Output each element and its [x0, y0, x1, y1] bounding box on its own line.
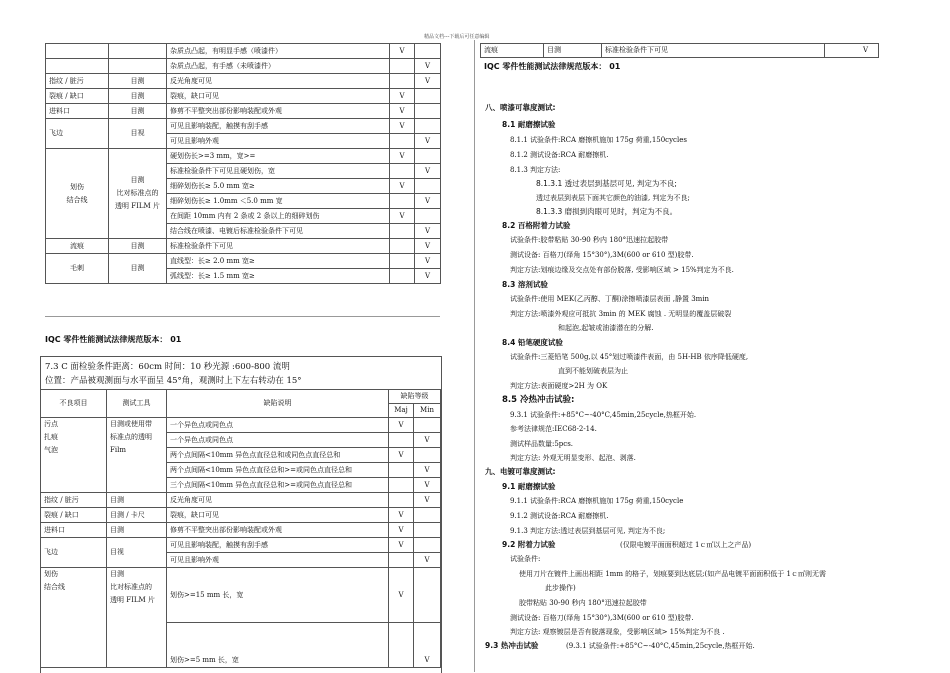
left-section-title: IQC 零件性能测试法律规范版本： 01: [45, 335, 182, 344]
spec-line: 九、电镀可靠度测试:: [485, 467, 556, 476]
table-cell: 指纹 / 脏污: [41, 493, 107, 508]
condition-line-2: 位置：产品被观测面与水平面呈 45°角，观测时上下左右转动在 15°: [45, 376, 302, 386]
table-row: [46, 59, 441, 74]
table-cell: 毛刺: [46, 254, 109, 284]
table-cell: V: [415, 269, 441, 284]
table-cell: [414, 523, 441, 538]
table-cell: 三个点间隔<10mm 异色点直径总和>=或同色点直径总和: [167, 478, 389, 493]
table-cell: V: [415, 134, 441, 149]
spec-line: (仅限电镀平面面积超过 1ｃ㎡以上之产品): [620, 541, 752, 549]
table-cell: [415, 209, 441, 224]
table-cell: [415, 44, 441, 59]
table-cell: [415, 179, 441, 194]
spec-line: 9.1 耐磨擦试验: [502, 482, 556, 491]
table-cell: V: [389, 523, 414, 538]
spec-line: 试验条件:三菱铅笔 500g,以 45°划过喷漆件表面，由 5H-HB 依序降低硬度,: [510, 353, 749, 361]
table-cell: 可见且影响装配，触摸有刮手感: [167, 119, 390, 134]
spec-line: 试验条件:: [510, 555, 541, 563]
table-cell: V: [415, 194, 441, 209]
table-cell: [390, 74, 415, 89]
table-cell: [390, 224, 415, 239]
spec-line: 8.2 百格附着力试验: [502, 221, 571, 230]
right-section-title: IQC 零件性能测试法律规范版本： 01: [484, 62, 621, 71]
table-cell: V: [390, 149, 415, 164]
table-cell: 杂质点凸起，有明显手感（喷漆件）: [167, 44, 390, 59]
table-cell: 飞边: [46, 119, 109, 149]
table-cell: 标准检验条件下可见: [602, 44, 825, 58]
table-cell: 目测: [109, 239, 167, 254]
table-cell: 裂痕 / 缺口: [41, 508, 107, 523]
table-row: [46, 104, 441, 119]
table-cell: [414, 508, 441, 523]
table-cell: 目测 比对标准点的 透明 FILM 片: [107, 568, 167, 668]
table-cell: 划伤 结合线: [41, 568, 107, 668]
table-row: [41, 418, 441, 433]
table-cell: Min: [414, 404, 441, 418]
table-cell: V: [414, 493, 441, 508]
spec-line: 试验条件:胶带粘贴 30-90 秒内 180°迅速拉起胶带: [510, 236, 669, 244]
table-row: [41, 523, 441, 538]
table-row: [46, 254, 441, 269]
table-cell: 目测: [107, 523, 167, 538]
table-row: [41, 538, 441, 553]
table-cell: 反光角度可见: [167, 74, 390, 89]
table-cell: [414, 568, 441, 623]
table-cell: 目测 / 卡尺: [107, 508, 167, 523]
table-cell: 标准检验条件下可见: [167, 239, 390, 254]
table-cell: V: [390, 104, 415, 119]
table-cell: [415, 149, 441, 164]
table-cell: 目测: [109, 74, 167, 89]
table-cell: 测试工具: [107, 390, 167, 418]
table-cell: 进料口: [41, 523, 107, 538]
spec-line: 9.1.3 判定方法:透过表层到基层可见, 判定为不良;: [510, 527, 666, 535]
spec-line: 8.5 冷热冲击试验:: [502, 395, 575, 405]
spec-line: 参考法律规范:IEC68-2-14.: [510, 425, 597, 433]
table-cell: 杂质点凸起，有手感（未喷漆件）: [167, 59, 390, 74]
table-cell: V: [415, 59, 441, 74]
spec-line: 直到不能划破表层为止: [558, 367, 628, 375]
table-cell: V: [390, 44, 415, 59]
table-cell: 硬划伤长>=3 mm，宽>=: [167, 149, 390, 164]
table-cell: V: [390, 119, 415, 134]
table-cell: 裂痕 / 缺口: [46, 89, 109, 104]
table-cell: 可见且影响外观: [167, 134, 390, 149]
table-cell: [46, 44, 109, 59]
table-cell: V: [415, 164, 441, 179]
table-row: [46, 74, 441, 89]
watermark: 精品文档---下载后可任意编辑: [424, 34, 490, 40]
spec-line: 测试设备: 百格刀(绎角 15°30°),3M(600 or 610 型)胶带.: [510, 251, 694, 259]
table-cell: [414, 448, 441, 463]
page-divider: [474, 40, 475, 672]
table-cell: [389, 463, 414, 478]
table-cell: 两个点间隔<10mm 异色点直径总和或同色点直径总和: [167, 448, 389, 463]
table-cell: 目测: [109, 254, 167, 284]
table-cell: 流痕: [46, 239, 109, 254]
table-row: [481, 44, 879, 58]
spec-line: 8.1.1 试验条件:RCA 磨擦机施加 175g 荷重,150cycles: [510, 136, 687, 144]
table-cell: 细碎划伤长≥ 1.0mm ＜5.0 mm 宽: [167, 194, 390, 209]
table-cell: [415, 104, 441, 119]
table-cell: 直线型：长≥ 2.0 mm 宽≥: [167, 254, 390, 269]
right-top-row: [480, 43, 879, 58]
table-cell: 流痕: [481, 44, 544, 58]
spec-line: 8.1.3 判定方法:: [510, 166, 561, 174]
spec-line: 测试样品数量:5pcs.: [510, 440, 574, 448]
table-cell: [389, 553, 414, 568]
table-cell: [390, 239, 415, 254]
table-cell: V: [389, 508, 414, 523]
left-defect-table-2: [40, 389, 441, 668]
table-row: [41, 493, 441, 508]
table-row: [46, 119, 441, 134]
table-cell: 标准检验条件下可见且硬划伤，宽: [167, 164, 390, 179]
table-cell: V: [414, 553, 441, 568]
table-cell: 污点 扎痕 气泡: [41, 418, 107, 493]
table-cell: 缺陷等级: [389, 390, 441, 404]
spec-line: 透过表层到表层下面其它颜色的油漆, 判定为不良;: [536, 194, 690, 202]
table-cell: 修剪不平整突出部份影响装配或外观: [167, 104, 390, 119]
table-cell: 裂痕，缺口可见: [167, 89, 390, 104]
spec-line: 8.1.3.1 透过表层到基层可见, 判定为不良;: [536, 179, 677, 188]
table-cell: V: [415, 224, 441, 239]
spec-line: 测试设备: 百格刀(绎角 15°30°),3M(600 or 610 型)胶带.: [510, 614, 694, 622]
table-cell: [414, 538, 441, 553]
table-cell: 飞边: [41, 538, 107, 568]
table-cell: 划伤 结合线: [46, 149, 109, 239]
spec-line: 8.1.2 测试设备:RCA 耐磨擦机.: [510, 151, 609, 159]
table-cell: 一个异色点或同色点: [167, 418, 389, 433]
table-cell: [109, 44, 167, 59]
table-row: [41, 508, 441, 523]
table-cell: [390, 194, 415, 209]
table-cell: V: [825, 44, 879, 58]
table-cell: V: [414, 478, 441, 493]
table-cell: 目测或使用带 标准点的透明 Film: [107, 418, 167, 493]
spec-line: 和起泡,起皱或油漆潜在的分解.: [558, 324, 654, 332]
table-cell: V: [415, 239, 441, 254]
table-cell: 目测: [107, 493, 167, 508]
table-cell: 目测: [109, 104, 167, 119]
left-divider: [45, 316, 440, 317]
table-cell: [389, 623, 414, 668]
condition-line-1: 7.3 C 面检验条件距离：60cm 时间：10 秒光源 :600-800 流明: [45, 362, 290, 372]
table-row: [41, 568, 441, 623]
table-cell: 目测: [109, 89, 167, 104]
table-cell: 缺陷说明: [167, 390, 389, 418]
table-cell: 目视: [107, 538, 167, 568]
table-cell: 目测: [544, 44, 602, 58]
table-cell: 不良项目: [41, 390, 107, 418]
spec-line: 8.3 溶剂试验: [502, 280, 548, 289]
table-cell: [390, 59, 415, 74]
table-cell: [389, 433, 414, 448]
table-cell: [415, 119, 441, 134]
spec-line: 胶带粘贴 30-90 秒内 180°迅速拉起胶带: [519, 599, 647, 607]
table-cell: 细碎划伤长≥ 5.0 mm 宽≥: [167, 179, 390, 194]
table-cell: 一个异色点或同色点: [167, 433, 389, 448]
spec-line: 8.1 耐磨擦试验: [502, 120, 556, 129]
left-defect-table-1: [45, 43, 441, 284]
table-cell: [389, 478, 414, 493]
table-cell: [390, 254, 415, 269]
spec-line: 9.1.2 测试设备:RCA 耐磨擦机.: [510, 512, 609, 520]
table-cell: 进料口: [46, 104, 109, 119]
spec-line: 判定方法:划痕边缘及交点处有部份脱落, 受影响区域 > 15%判定为不良.: [510, 266, 734, 274]
table-cell: V: [414, 463, 441, 478]
spec-line: (9.3.1 试验条件:+85°C~-40°C,45min,25cycle,热框开始.: [566, 642, 755, 650]
table-row: [46, 239, 441, 254]
table-row: [46, 89, 441, 104]
table-cell: [415, 89, 441, 104]
table-cell: 可见且影响外观: [167, 553, 389, 568]
table-cell: V: [389, 568, 414, 623]
spec-line: 试验条件:使用 MEK(乙丙醇、丁酮)涂擦喷漆层表面 ,静置 3min: [510, 295, 710, 303]
table-cell: V: [390, 89, 415, 104]
spec-line: 判定方法:表面硬度>2H 为 OK: [510, 382, 608, 390]
table-cell: V: [389, 418, 414, 433]
spec-line: 9.2 附着力试验: [502, 540, 556, 549]
table-cell: 结合线在喷漆、电镀后标准检验条件下可见: [167, 224, 390, 239]
table-cell: [46, 59, 109, 74]
table-cell: [390, 164, 415, 179]
spec-line: 判定方法: 观察镀层是否有脱落现象，受影响区域> 15%判定为不良 .: [510, 628, 725, 636]
spec-line: 判定方法:喷漆外观应可抵抗 3min 的 MEK 腐蚀 . 无明显的覆盖层破裂: [510, 310, 732, 318]
table-cell: V: [415, 254, 441, 269]
table-row: [46, 44, 441, 59]
table-cell: 划伤>=15 mm 长，宽: [167, 568, 389, 623]
table-cell: V: [390, 179, 415, 194]
table-cell: [390, 269, 415, 284]
table-cell: V: [415, 74, 441, 89]
table-cell: 目视: [109, 119, 167, 149]
table-cell: 划伤>=5 mm 长，宽: [167, 623, 389, 668]
table-cell: 反光角度可见: [167, 493, 389, 508]
table-cell: 修剪不平整突出部份影响装配或外观: [167, 523, 389, 538]
table-cell: 两个点间隔<10mm 异色点直径总和>=或同色点直径总和: [167, 463, 389, 478]
table-row: [46, 149, 441, 164]
table-cell: V: [414, 623, 441, 668]
table-cell: V: [414, 433, 441, 448]
spec-line: 9.3 热冲击试验: [485, 641, 539, 650]
table-row: [41, 390, 441, 404]
table-cell: V: [389, 448, 414, 463]
table-cell: 在间距 10mm 内有 2 条或 2 条以上的细碎划伤: [167, 209, 390, 224]
table-cell: 指纹 / 脏污: [46, 74, 109, 89]
table-cell: V: [390, 209, 415, 224]
table-cell: 可见且影响装配，触摸有刮手感: [167, 538, 389, 553]
spec-line: 9.3.1 试验条件:+85°C~-40°C,45min,25cycle,热框开始.: [510, 411, 697, 419]
table-cell: 裂痕，缺口可见: [167, 508, 389, 523]
spec-line: 9.1.1 试验条件:RCA 磨擦机施加 175g 荷重,150cycle: [510, 497, 684, 505]
spec-line: 此步操作): [545, 584, 576, 592]
table-cell: [414, 418, 441, 433]
table-cell: 弧线型：长≥ 1.5 mm 宽≥: [167, 269, 390, 284]
table-cell: [109, 59, 167, 74]
spec-line: 八、喷漆可靠度测试:: [485, 103, 556, 112]
spec-line: 8.1.3.3 磨损到肉眼可见时，判定为不良。: [536, 207, 678, 216]
table-cell: Maj: [389, 404, 414, 418]
spec-line: 判定方法: 外观无明显变形、起泡、剥落.: [510, 454, 636, 462]
table-cell: 目测 比对标准点的 透明 FILM 片: [109, 149, 167, 239]
spec-line: 8.4 铅笔硬度试验: [502, 338, 563, 347]
spec-line: 使用刀片在镀件上画出相距 1mm 的格子，划痕要到达底层;(如产品电镀平面面积低于 1ｃ㎡则无需: [519, 570, 826, 578]
table-cell: V: [389, 538, 414, 553]
table-cell: [389, 493, 414, 508]
table-cell: [390, 134, 415, 149]
